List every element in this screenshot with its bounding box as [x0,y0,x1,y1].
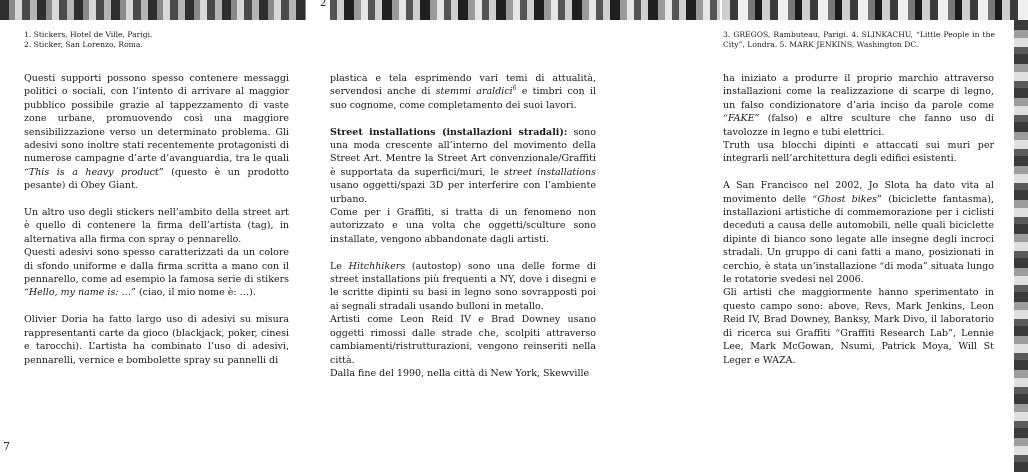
caption-line: 2. Sticker, San Lorenzo, Roma. [24,40,143,49]
caption-line: 1. Stickers, Hotel de Ville, Parigi. [24,30,153,39]
paragraph: Truth usa blocchi dipinti e attaccati sui muri per integrarli nell’architettura degli edifici esistenti. [723,140,994,165]
photo-strip-left [0,0,306,20]
paragraph [330,126,596,206]
paragraph: Come per i Graffiti, si tratta di un fenomeno non autorizzato e una volta che oggetti/sculture sono installate, vengono abbandonate dagli artisti. [330,207,596,245]
paragraph [330,72,596,112]
text-run: (falso) e altre sculture che fanno uso di tavolozze in legno e tubi elettrici. [723,113,994,138]
paragraph: Artisti come Leon Reid IV e Brad Downey usano oggetti rimossi dalle strade che, scolpiti attraverso cambiamenti/ristrutturazioni, vengono reinseriti nella città. [330,314,596,366]
text-run: Questi supporti possono spesso contenere messaggi politici o sociali, con l’intento di arrivare al maggior pubblico possibile grazie al tappezzamento di vaste zone urbane, promuovendo così una maggiore sensibilizzazione verso un determinato problema. Gli adesivi sono inoltre stati recentemente protagonisti di numerose campagne d’arte d’avanguardia, tra le quali [24,73,289,165]
paragraph [24,72,289,193]
text-run: e timbri con il suo cognome, come completamento dei suoi lavori. [330,86,596,111]
photo-edge-right [1014,20,1028,472]
text-run: (questo è un prodotto pesante) di Obey Giant. [24,166,289,192]
italic-term: stemmi araldici [435,86,513,98]
text-run: Le [330,260,349,272]
paragraph [24,246,289,300]
italic-quote: “Hello, my name is: …” [24,287,136,299]
italic-quote: “This is a heavy product” [24,166,164,178]
text-run: (biciclette fantasma), installazioni artistiche di commemorazione per i ciclisti deceduti a causa delle automobili, nelle quali biciclette dipinte di bianco sono legate alle insegne degli incroci stradali. Un gruppo di cani fatti a mano, posizionati in cerchio, è stata un’installazione “di moda” situata lungo le rotatorie svedesi nel 2006. [723,193,994,286]
page-number-bottom: 7 [3,440,10,453]
text-column-2 [330,72,596,380]
caption-right [723,30,995,50]
paragraph [723,72,994,139]
paragraph: Olivier Doria ha fatto largo uso di adesivi su misura rappresentanti carte da gioco (blackjack, poker, cinesi e tarocchi). L’artista ha combinato l’uso di adesivi, pennarelli, vernice e bombolette spray su pannelli di [24,314,289,366]
section-heading: Street installations (installazioni stradali): [330,126,568,138]
caption-left [24,30,304,50]
text-run: usano oggetti/spazi 3D per interferire con l’ambiente urbano. [330,180,596,205]
photo-strip-center [330,0,720,20]
text-run: Questi adesivi sono spesso caratterizzati da un colore di sfondo uniforme e dalla firma scritta a mano con il pennarello, come ad esempio la famosa serie di stikers [24,247,289,286]
paragraph [330,260,596,314]
paragraph: Dalla fine del 1990, nella città di New York, Skewville [330,367,590,379]
page-number-top: 2 [320,0,327,9]
italic-term: “FAKE” [723,113,760,125]
caption-text: 3. GREGOS, Rambuteau, Parigi. 4. SLINKACHU, “Little People in the City”, Londra. 5. MARK JENKINS, Washington DC. [723,30,995,49]
text-run: ha iniziato a produrre il proprio marchio attraverso installazioni come la realizzazione di scarpe di legno, un falso condizionatore d’aria inciso da parole come [723,73,994,111]
paragraph: Gli artisti che maggiormente hanno sperimentato in questo campo sono: above, Revs, Mark Jenkins, Leon Reid IV, Brad Downey, Banksy, Mark Divo, il laboratorio di ricerca sui Graffiti “Graffiti Research Lab”, Lennie Lee, Mark McGowan, Nsumi, Patrick Moya, Will St Leger e WAZA. [723,287,994,366]
text-column-3 [723,72,994,367]
paragraph [723,179,994,286]
paragraph: Un altro uso degli stickers nell’ambito della street art è quello di contenere la firma dell’artista (tag), in alternativa alla firma con spray o pennarello. [24,207,289,245]
text-run: A San Francisco nel 2002, Jo Slota ha dato vita al movimento delle [723,180,994,205]
text-column-1 [24,72,289,367]
text-run: (autostop) sono una delle forme di street installations più frequenti a NY, dove i disegni e le scritte dipinti su basi in legno sono sovrapposti poi ai segnali stradali usando bulloni in metallo. [330,260,597,312]
italic-term: street installations [503,166,596,178]
italic-term: Hitchhikers [348,260,406,272]
text-run: sono una moda crescente all’interno del movimento della Street Art. Mentre la Street Art convenzionale/Graffiti è supportata da superfici/muri, le [330,126,596,178]
footnote-marker: 6 [512,85,517,93]
italic-quote: “Ghost bikes” [812,193,882,205]
text-run: (ciao, il mio nome è: …). [135,287,256,299]
text-run: plastica e tela esprimendo vari temi di attualità, servendosi anche di [330,73,596,98]
photo-strip-right [722,0,1028,20]
